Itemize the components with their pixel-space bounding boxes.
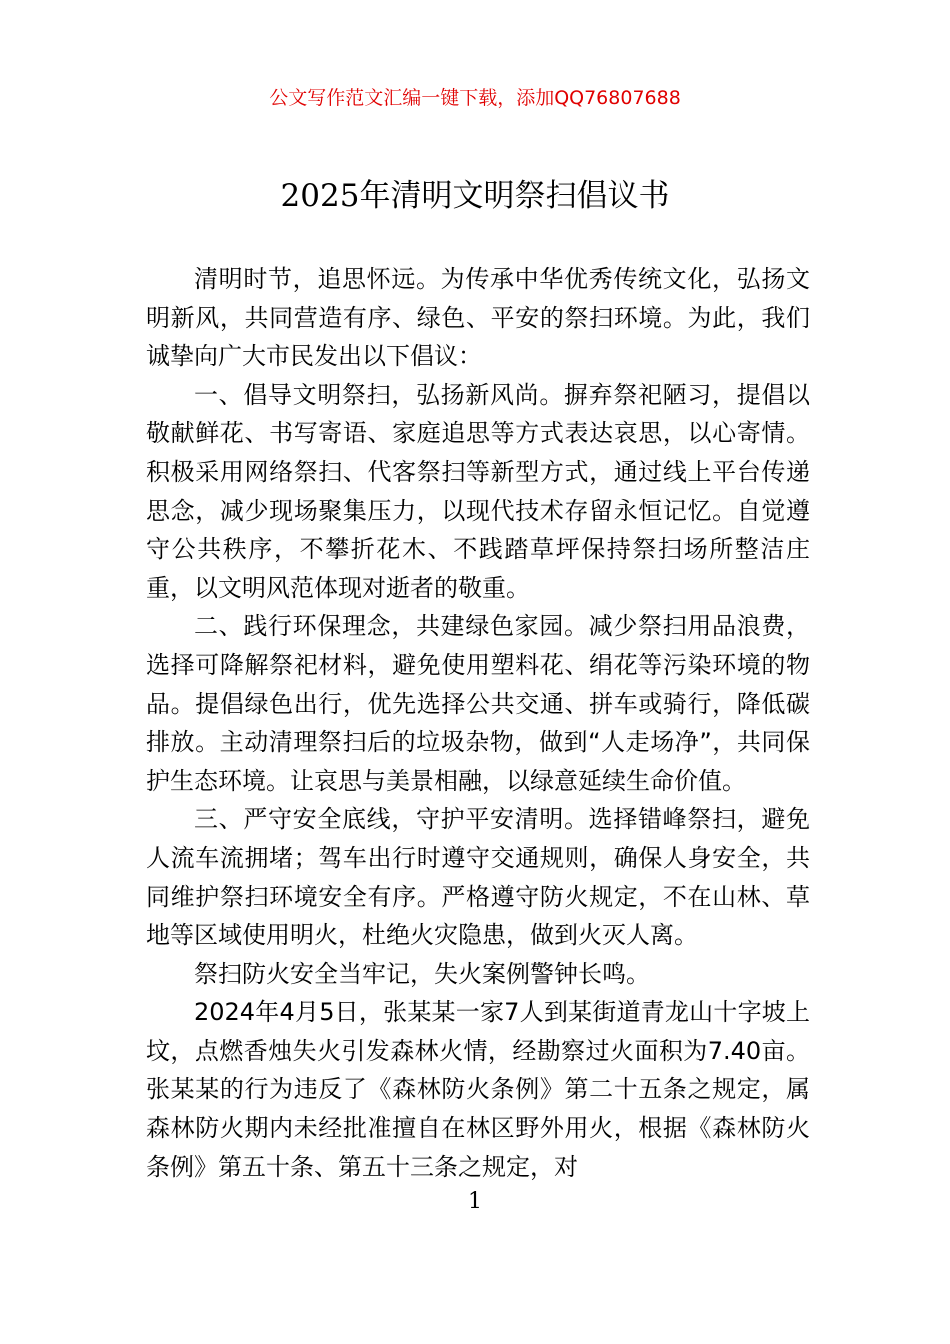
header-note: 公文写作范文汇编一键下载，添加QQ76807688 [269,87,681,109]
document-title: 2025年清明文明祭扫倡议书 [280,178,670,214]
paragraph-intro: 清明时节，追思怀远。为传承中华优秀传统文化，弘扬文明新风，共同营造有序、绿色、平安的祭扫环境。为此，我们诚挚向广大市民发出以下倡议： [146,265,810,371]
paragraph-item-2: 二、践行环保理念，共建绿色家园。减少祭扫用品浪费，选择可降解祭祀材料，避免使用塑料花、绢花等污染环境的物品。提倡绿色出行，优先选择公共交通、拼车或骑行，降低碳排放。主动清理祭扫后的垃圾杂物，做到“人走场净”，共同保护生态环境。让哀思与美景相融，以绿意延续生命价值。 [146,612,810,795]
paragraph-item-1: 一、倡导文明祭扫，弘扬新风尚。摒弃祭祀陋习，提倡以敬献鲜花、书写寄语、家庭追思等方式表达哀思，以心寄情。积极采用网络祭扫、代客祭扫等新型方式，通过线上平台传递思念，减少现场聚集压力，以现代技术存留永恒记忆。自觉遵守公共秩序，不攀折花木、不践踏草坪保持祭扫场所整洁庄重，以文明风范体现对逝者的敬重。 [146,380,810,602]
page-number: 1 [468,1189,482,1214]
document-body [146,260,810,1186]
paragraph-item-3: 三、严守安全底线，守护平安清明。选择错峰祭扫，避免人流车流拥堵；驾车出行时遵守交通规则，确保人身安全，共同维护祭扫环境安全有序。严格遵守防火规定，不在山林、草地等区域使用明火，杜绝火灾隐患，做到火灭人离。 [146,805,810,950]
paragraph-case: 2024年4月5日，张某某一家7人到某街道青龙山十字坡上坟，点燃香烛失火引发森林火情，经勘察过火面积为7.40亩。张某某的行为违反了《森林防火条例》第二十五条之规定，属森林防火期内未经批准擅自在林区野外用火，根据《森林防火条例》第五十条、第五十三条之规定，对 [146,998,810,1181]
paragraph-fire-safety: 祭扫防火安全当牢记，失火案例警钟长鸣。 [194,959,650,988]
